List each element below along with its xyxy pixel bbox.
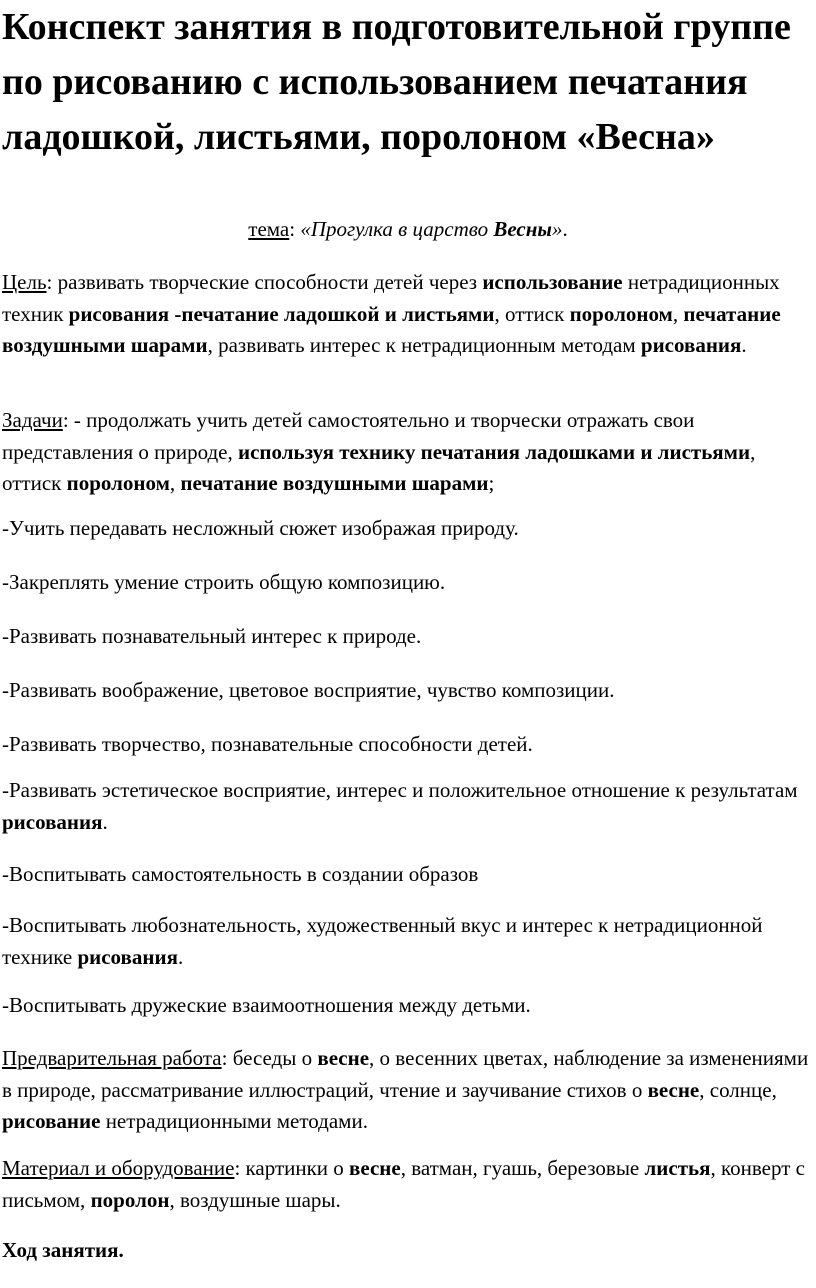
materials-text: , воздушные шары.	[169, 1187, 341, 1212]
task-item: -Учить передавать несложный сюжет изображая природу.	[2, 516, 519, 540]
subject-label: тема	[248, 217, 290, 241]
preparation-bold: весне	[317, 1046, 370, 1070]
goal-bold: поролоном	[569, 301, 673, 326]
tasks-text: , оттиск	[2, 439, 756, 495]
goal-text: .	[741, 333, 747, 357]
task-item: -Закреплять умение строить общую композицию.	[2, 570, 446, 594]
task-item: -Развивать творчество, познавательные способности детей.	[2, 732, 533, 756]
preparation-bold: весне	[647, 1077, 700, 1102]
course-heading: Ход занятия.	[2, 1238, 124, 1262]
subject-text-bold: Весны	[493, 217, 552, 241]
tasks-text: ,	[169, 471, 181, 495]
preparation-text: , о весенних цветах, наблюдение за изменениями в природе, рассматривание иллюстраций, чтение и заучивание стихов о	[2, 1046, 809, 1102]
tasks-text: : - продолжать учить детей самостоятельно и творчески отражать свои представления о природе,	[2, 408, 695, 464]
subject-text-before: «Прогулка в царство	[300, 217, 494, 241]
goal-text: , развивать интерес к нетрадиционным методам	[207, 333, 641, 357]
goal-bold: рисования	[640, 333, 742, 357]
task-item-text: -Воспитывать любознательность, художественный вкус и интерес к нетрадиционной технике	[2, 913, 763, 969]
preparation-bold: рисование	[2, 1109, 101, 1133]
goal-label: Цель	[2, 270, 47, 294]
goal-text: нетрадиционных техник	[2, 270, 780, 326]
goal-bold: использование	[482, 270, 623, 294]
preparation-text: нетрадиционными методами.	[100, 1109, 368, 1133]
goal-paragraph	[2, 267, 812, 362]
task-item: -Воспитывать дружеские взаимоотношения между детьми.	[2, 993, 531, 1017]
preparation-text: : беседы о	[221, 1046, 318, 1070]
tasks-bold: поролоном	[66, 471, 170, 495]
task-item-text: -Развивать эстетическое восприятие, интерес и положительное отношение к результатам	[2, 778, 798, 802]
materials-bold: поролон	[90, 1187, 170, 1212]
tasks-bold: печатание воздушными шарами	[180, 471, 489, 495]
materials-bold: листья	[644, 1156, 711, 1180]
materials-paragraph	[2, 1153, 812, 1216]
task-item-bold: рисования	[77, 944, 178, 969]
materials-text: , конверт с письмом,	[2, 1156, 805, 1212]
task-item: -Развивать познавательный интерес к природе.	[2, 624, 422, 648]
tasks-bold: используя технику печатания ладошками и листьями	[238, 439, 751, 464]
subject-end: .	[562, 217, 568, 241]
task-item-text: .	[102, 809, 108, 834]
materials-bold: весне	[349, 1156, 401, 1180]
task-item-text: .	[177, 944, 184, 969]
task-item: -Развивать воображение, цветовое восприятие, чувство композиции.	[2, 678, 615, 702]
subject-separator: :	[289, 217, 301, 241]
lesson-subject	[0, 215, 816, 243]
task-item	[2, 910, 812, 973]
page-title: Конспект занятия в подготовительной группе по рисованию с использованием печатания ладошкой, листьями, поролоном «Весна»	[2, 6, 791, 158]
preparation-text: , солнце,	[699, 1077, 777, 1102]
materials-label: Материал и оборудование	[2, 1156, 235, 1180]
goal-bold: печатание воздушными шарами	[2, 301, 781, 357]
materials-text: : картинки о	[234, 1156, 350, 1180]
goal-text: , оттиск	[494, 301, 570, 326]
tasks-paragraph	[2, 405, 812, 500]
tasks-text: ;	[488, 471, 495, 495]
preparation-paragraph	[2, 1043, 812, 1138]
subject-text-after: »	[551, 217, 563, 241]
tasks-label: Задачи	[2, 408, 63, 432]
goal-bold: рисования -печатание ладошкой и листьями	[68, 301, 495, 326]
task-item	[2, 775, 812, 838]
preparation-label: Предварительная работа	[2, 1046, 222, 1070]
task-item-bold: рисования	[2, 809, 103, 834]
goal-text: ,	[672, 301, 684, 326]
goal-text: : развивать творческие способности детей через	[46, 270, 483, 294]
task-item: -Воспитывать самостоятельность в создании образов	[2, 862, 479, 886]
materials-text: , ватман, гуашь, березовые	[400, 1156, 645, 1180]
